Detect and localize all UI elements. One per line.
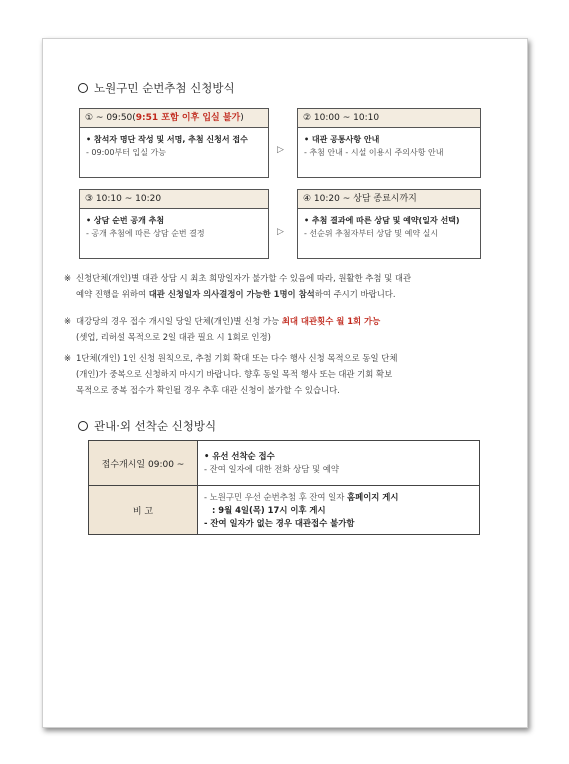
head-red-text: 9:51 포함 이후 입실 불가 (135, 113, 241, 123)
step-box-2 (297, 108, 481, 178)
note-2-line-2: (셋업, 리허설 목적으로 2일 대관 필요 시 1회로 인정) (76, 332, 271, 342)
step-box-4-sub: - 선순위 추첨자부터 상담 및 예약 실시 (304, 229, 439, 238)
step-box-3 (79, 189, 269, 259)
note-mark-icon: ※ (64, 353, 72, 363)
text: 예약 진행을 위하여 (76, 289, 149, 299)
row2-line-1 (204, 491, 473, 504)
row1-label: 접수개시일 09:00 ~ (89, 441, 198, 486)
head-text: ① ~ 09:50( (85, 113, 136, 123)
row1-sub: - 잔여 일자에 대한 전화 상담 및 예약 (204, 464, 339, 474)
text: 하여 주시기 바랍니다. (314, 289, 396, 299)
text: 대강당의 경우 접수 개시일 당일 단체(개인)별 신청 가능 (76, 316, 282, 326)
section1-title (78, 80, 235, 96)
step-box-1 (79, 108, 269, 178)
row2-content (198, 486, 480, 535)
bold-text: 대관 신청일자 의사결정이 가능한 1명이 참석 (148, 289, 315, 299)
section1-title-text: 노원구민 순번추첨 신청방식 (94, 81, 235, 95)
circle-bullet-icon (78, 421, 88, 431)
note-2 (64, 313, 516, 345)
note-1 (64, 270, 516, 302)
step-box-3-bullet: • 상담 순번 공개 추첨 (86, 216, 165, 225)
note-3 (64, 350, 516, 398)
note-3-line-2: (개인)가 중복으로 신청하지 마시기 바랍니다. 향후 동일 목적 행사 또는 대관 기회 확보 (76, 369, 393, 379)
text: - 노원구민 우선 순번추첨 후 잔여 일자 (204, 491, 348, 502)
bold-text: 홈페이지 게시 (347, 491, 399, 502)
row2-line-2: : 9월 4일(목) 17시 이후 게시 (212, 504, 326, 515)
step-box-4 (297, 189, 481, 259)
note-3-line-1: 1단체(개인) 1인 신청 원칙으로, 추첨 기회 확대 또는 다수 행사 신청 목적으로 동일 단체 (76, 353, 398, 363)
head-close: ) (240, 113, 244, 123)
step-box-1-sub: - 09:00부터 입실 가능 (86, 148, 166, 157)
row1-content (198, 441, 480, 486)
step-box-2-sub: - 추첨 안내 - 시설 이용시 주의사항 안내 (304, 148, 444, 157)
circle-bullet-icon (78, 83, 88, 93)
row2-label: 비 고 (89, 486, 198, 535)
step-box-4-head: ④ 10:20 ~ 상담 종료시까지 (298, 190, 480, 209)
first-come-table (88, 440, 480, 535)
row2-line-3: - 잔여 일자가 없는 경우 대관접수 불가함 (204, 517, 355, 528)
note-3-line-3: 목적으로 중복 접수가 확인될 경우 추후 대관 신청이 불가할 수 있습니다. (76, 385, 340, 395)
note-mark-icon: ※ (64, 316, 72, 326)
note-2-line-1 (76, 313, 516, 329)
section2-title (78, 418, 216, 434)
step-box-1-head (80, 109, 268, 128)
red-text: 최대 대관횟수 월 1회 가능 (281, 316, 381, 326)
section2-title-text: 관내·외 선착순 신청방식 (94, 419, 217, 433)
note-1-line-1: 신청단체(개인)별 대관 상담 시 최초 희망일자가 불가할 수 있음에 따라, 원활한 추첨 및 대관 (76, 273, 412, 283)
step-box-3-head: ③ 10:10 ~ 10:20 (80, 190, 268, 209)
arrow-right-icon: ▷ (277, 227, 284, 237)
note-1-line-2 (76, 286, 516, 302)
table-row (89, 441, 480, 486)
note-mark-icon: ※ (64, 273, 72, 283)
arrow-right-icon: ▷ (277, 145, 284, 155)
step-box-2-bullet: • 대관 공통사항 안내 (304, 135, 380, 144)
step-box-3-sub: - 공개 추첨에 따른 상담 순번 결정 (86, 229, 205, 238)
step-box-4-bullet: • 추첨 결과에 따른 상담 및 예약(일자 선택) (304, 216, 460, 225)
step-box-1-bullet: • 참석자 명단 작성 및 서명, 추첨 신청서 접수 (86, 135, 248, 144)
table-row (89, 486, 480, 535)
step-box-2-head: ② 10:00 ~ 10:10 (298, 109, 480, 128)
row1-bullet: • 유선 선착순 접수 (204, 451, 275, 461)
